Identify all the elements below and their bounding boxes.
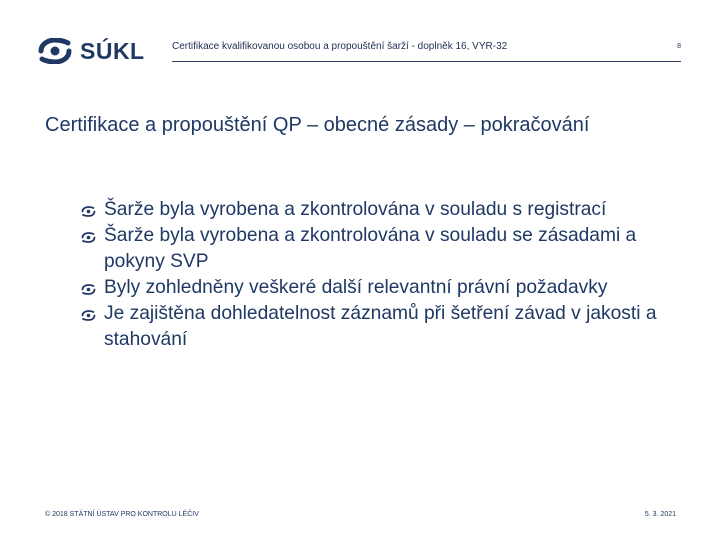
bullet-item bbox=[81, 301, 666, 353]
bullet-text: Šarže byla vyrobena a zkontrolována v souladu s registrací bbox=[104, 199, 607, 220]
bullet-list bbox=[81, 197, 666, 353]
slide-title: Certifikace a propouštění QP – obecné zásady – pokračování bbox=[45, 114, 590, 136]
bullet-swoosh-icon bbox=[81, 310, 96, 321]
bullet-text: Šarže byla vyrobena a zkontrolována v souladu se zásadami a pokyny SVP bbox=[104, 225, 637, 272]
page-number: 8 bbox=[677, 43, 681, 50]
footer-date: 5. 3. 2021 bbox=[644, 511, 676, 518]
bullet-text: Byly zohledněny veškeré další relevantní právní požadavky bbox=[104, 277, 608, 298]
bullet-item bbox=[81, 275, 666, 301]
sukl-logo bbox=[38, 36, 153, 66]
footer-copyright: © 2018 STÁTNÍ ÚSTAV PRO KONTROLU LÉČIV bbox=[45, 511, 199, 518]
header-divider bbox=[172, 61, 681, 62]
bullet-item bbox=[81, 197, 666, 223]
bullet-swoosh-icon bbox=[81, 232, 96, 243]
sukl-logo-icon bbox=[38, 38, 72, 64]
bullet-text: Je zajištěna dohledatelnost záznamů při šetření závad v jakosti a stahování bbox=[104, 303, 657, 350]
bullet-swoosh-icon bbox=[81, 206, 96, 217]
bullet-item bbox=[81, 223, 666, 275]
bullet-swoosh-icon bbox=[81, 284, 96, 295]
logo-text: SÚKL bbox=[80, 37, 145, 64]
header-title: Certifikace kvalifikovanou osobou a propouštění šarží - doplněk 16, VYR-32 bbox=[172, 41, 508, 52]
